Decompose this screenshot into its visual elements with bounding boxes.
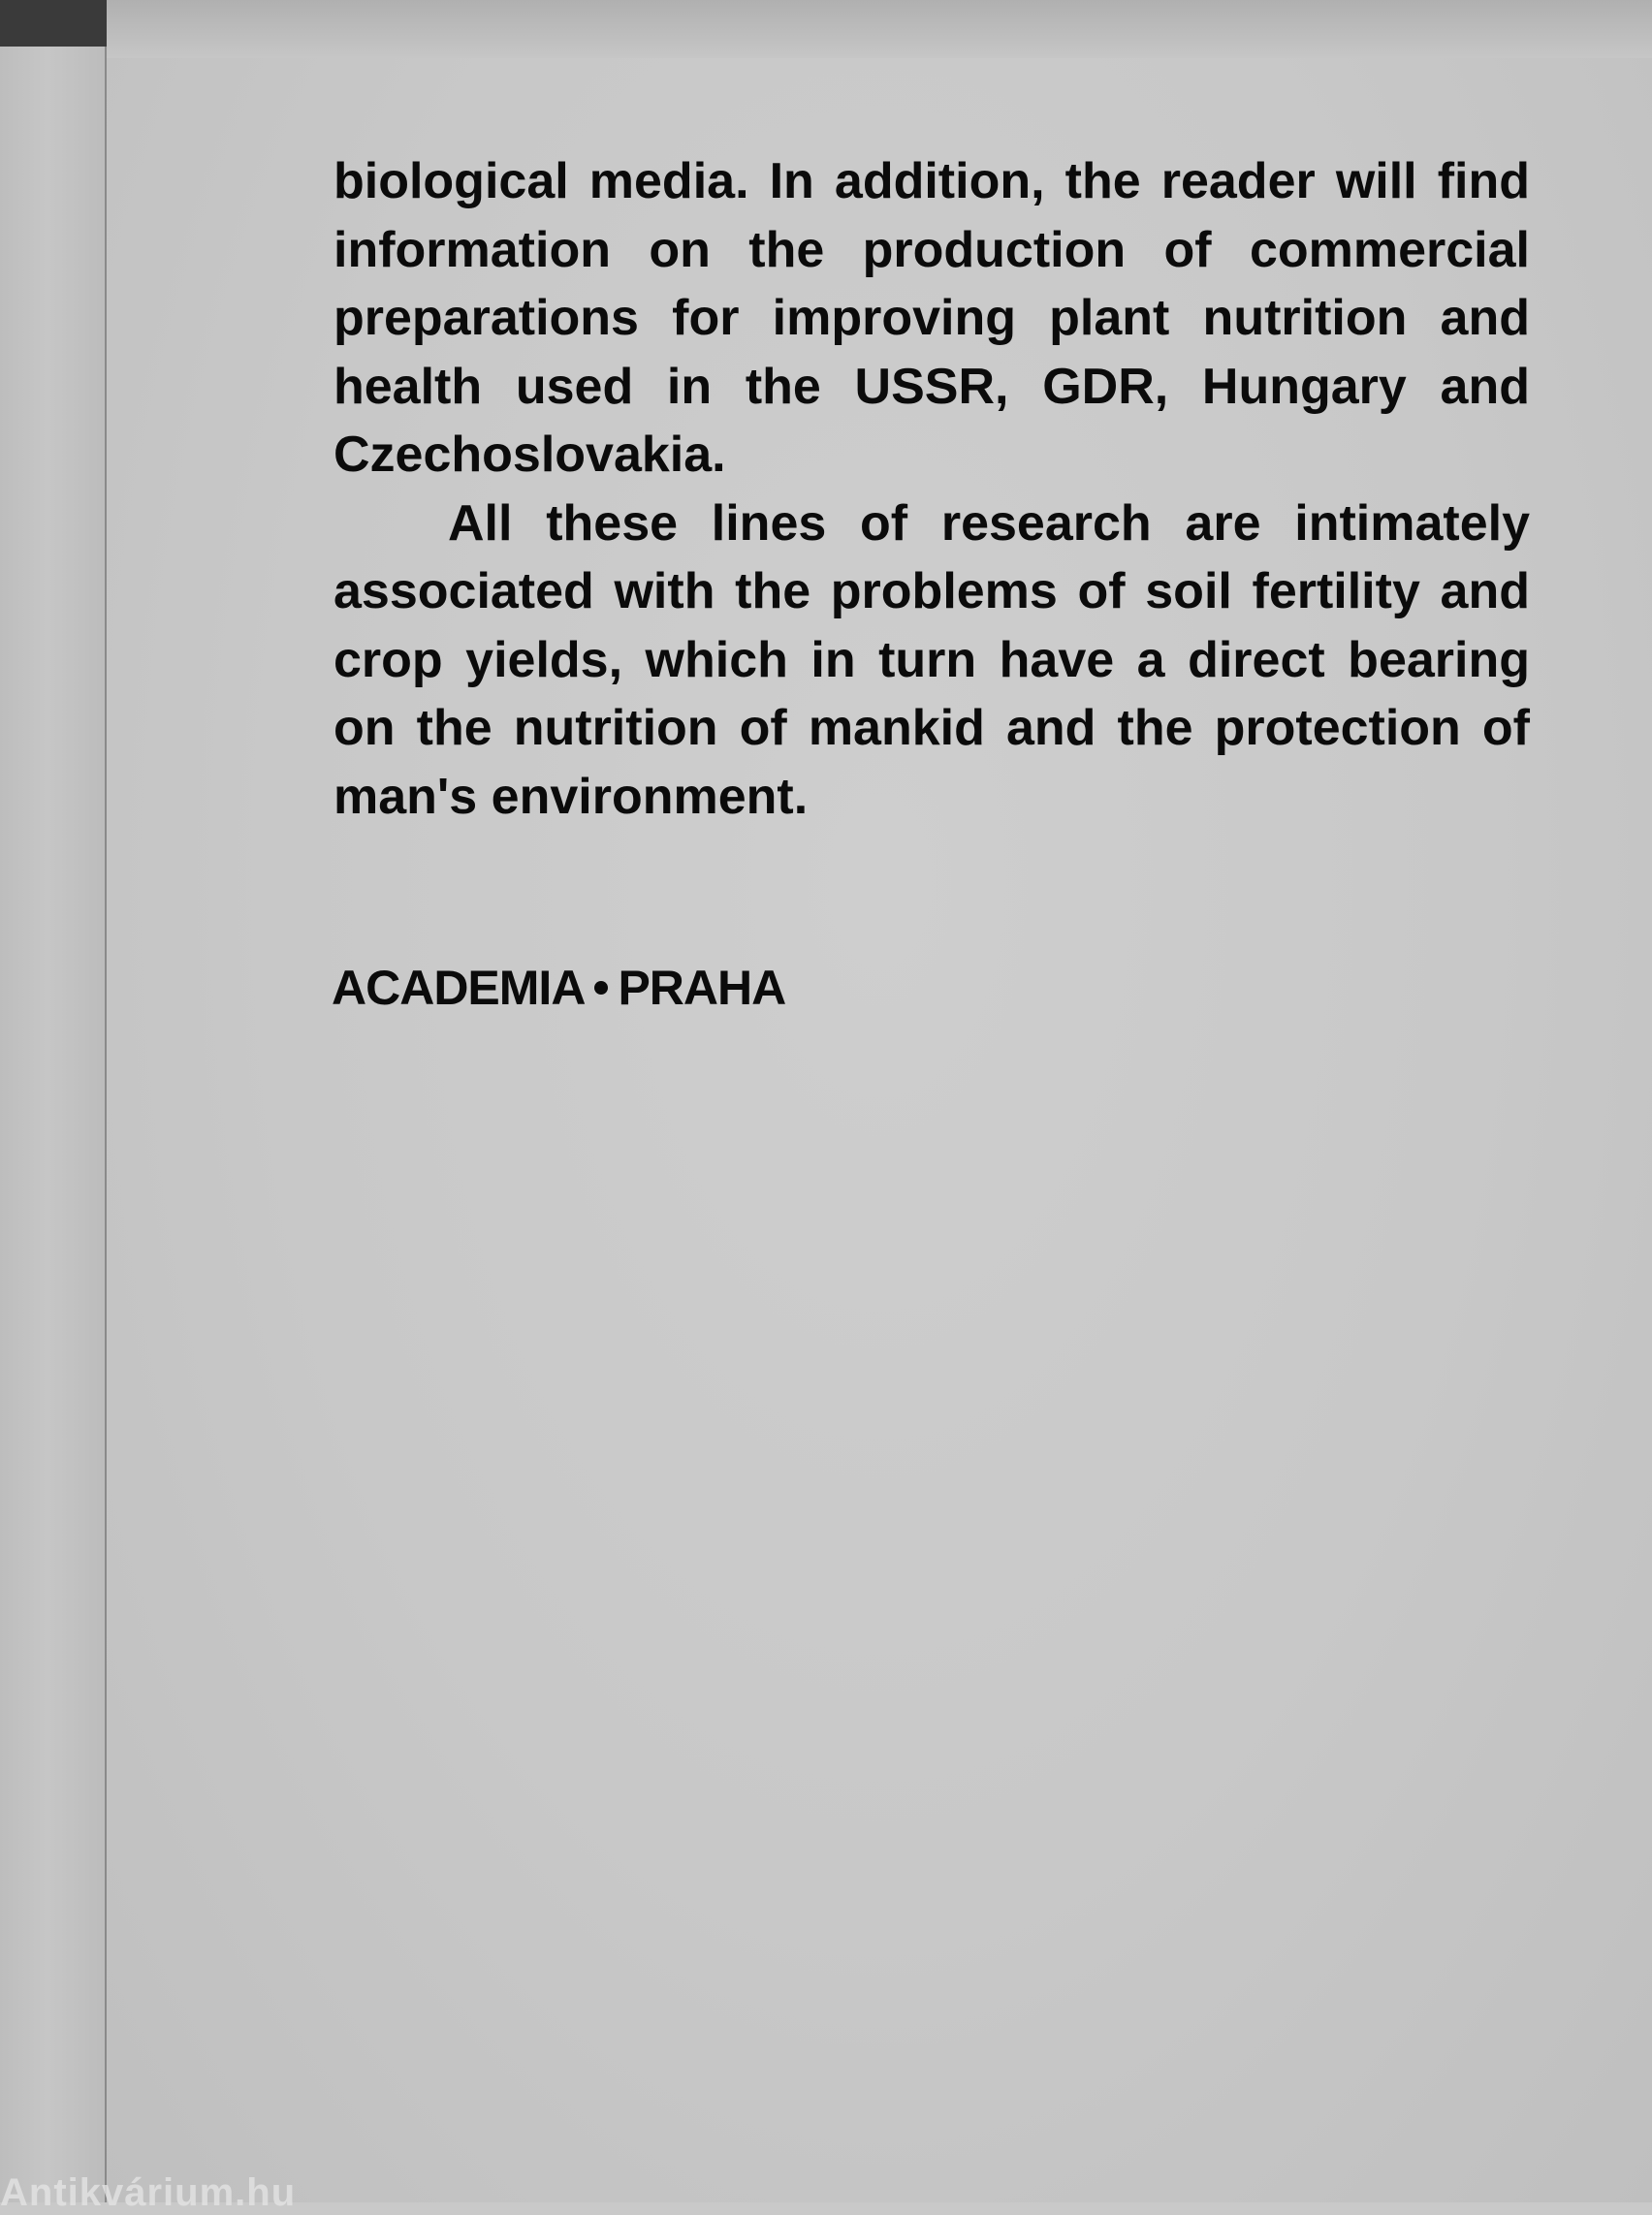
blurb-paragraph-2: All these lines of research are intimately associated with the problems of soil fertility and crop yields, which in turn have a direct bearing on the nutrition of mankid and the protection of man's environment. xyxy=(334,494,1530,825)
publisher-imprint xyxy=(332,960,785,1016)
left-page-strip xyxy=(0,0,107,2202)
bullet-icon xyxy=(594,981,608,995)
publisher-name: ACADEMIA xyxy=(332,961,586,1015)
publisher-city: PRAHA xyxy=(618,961,786,1015)
watermark: Antikvárium.hu xyxy=(0,2171,297,2214)
blurb-paragraph-1: biological media. In addition, the reader will find information on the production of commercial preparations for improving plant nutrition and health used in the USSR, GDR, Hungary and Czechoslovakia. xyxy=(334,153,1530,483)
dark-corner xyxy=(0,0,107,47)
blurb-text xyxy=(334,147,1530,831)
top-shadow xyxy=(107,0,1652,58)
